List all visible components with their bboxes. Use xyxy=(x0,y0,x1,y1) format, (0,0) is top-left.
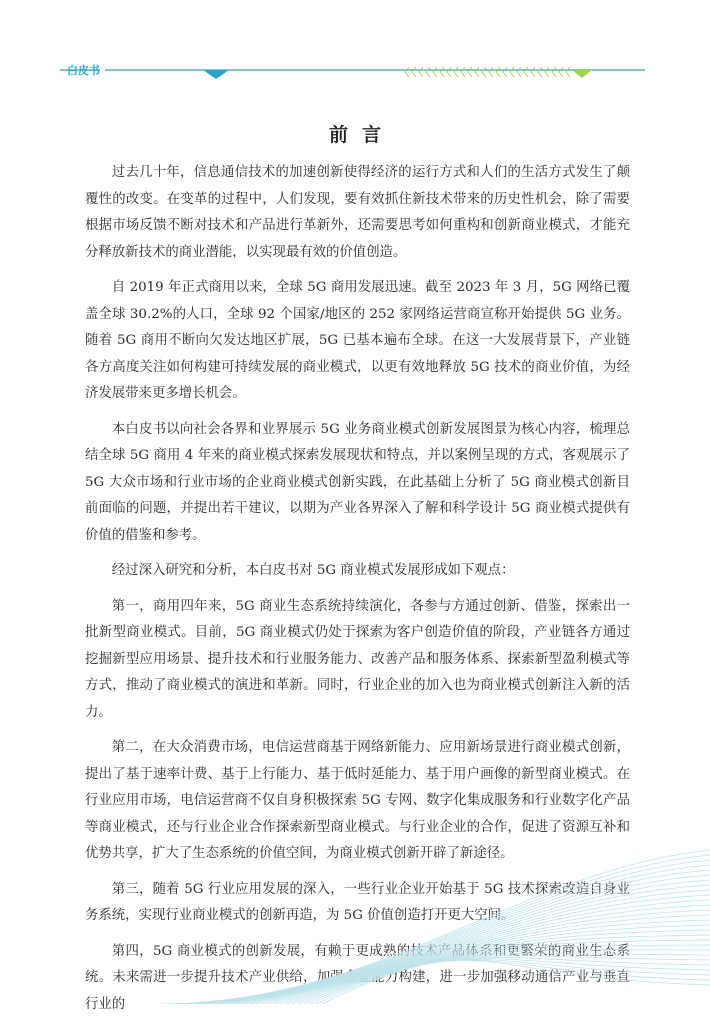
paragraph-5: 第一，商用四年来，5G 商业生态系统持续演化，各参与方通过创新、借鉴，探索出一批新型商业模式。目前，5G 商业模式仍处于探索为客户创造价值的阶段，产业链各方通过挖掘新型应用场景、提升技术和行业服务能力、改善产品和服务体系、探索新型盈利模式等方式，推动了商业模式的演进和革新。同时，行业企业的加入也为商业模式创新注入新的活力。 xyxy=(85,598,630,720)
paragraph-3: 本白皮书以向社会各界和业界展示 5G 业务商业模式创新发展图景为核心内容，梳理总结全球 5G 商用 4 年来的商业模式探索发展现状和特点，并以案例呈现的方式，客观展示了 5G 大众市场和行业市场的企业商业模式创新实践，在此基础上分析了 5G 商业模式创新目前面临的问题，并提出若干建议，以期为产业各界深入了解和科学设计 5G 商业模式提供有价值的借鉴和参考。 xyxy=(85,421,630,543)
paragraph-1: 过去几十年，信息通信技术的加速创新使得经济的运行方式和人们的生活方式发生了颠覆性的改变。在变革的过程中，人们发现，要有效抓住新技术带来的历史性机会，除了需要根据市场反馈不断对技术和产品进行革新外，还需要思考如何重构和创新商业模式，才能充分释放新技术的商业潜能，以实现最有效的价值创造。 xyxy=(85,165,630,260)
body-text xyxy=(85,160,630,1027)
paragraph-8: 第四，5G 商业模式的创新发展，有赖于更成熟的技术产品体系和更繁荣的商业生态系统。未来需进一步提升技术产业供给，加强企业能力构建，进一步加强移动通信产业与垂直行业的 xyxy=(85,943,630,1012)
paragraph-6: 第二，在大众消费市场，电信运营商基于网络新能力、应用新场景进行商业模式创新，提出了基于速率计费、基于上行能力、基于低时延能力、基于用户画像的新型商业模式。在行业应用市场，电信运营商不仅自身积极探索 5G 专网、数字化集成服务和行业数字化产品等商业模式，还与行业企业合作探索新型商业模式。与行业企业的合作，促进了资源互补和优势共享，扩大了生态系统的价值空间，为商业模式创新开辟了新途径。 xyxy=(85,740,630,861)
whitepaper-tag: 白皮书 xyxy=(67,64,100,77)
paragraph-4: 经过深入研究和分析，本白皮书对 5G 商业模式发展形成如下观点： xyxy=(111,563,515,578)
page-title: 前言 xyxy=(328,124,395,146)
header-decoration xyxy=(60,67,645,81)
paragraph-2: 自 2019 年正式商用以来，全球 5G 商用发展迅速。截至 2023 年 3 月，5G 网络已覆盖全球 30.2%的人口，全球 92 个国家/地区的 252 家网络运营商宣称开始提供 5G 业务。随着 5G 商用不断向欠发达地区扩展，5G 已基本遍布全球。在这一大发展背景下，产业链各方高度关注如何构建可持续发展的商业模式，以更有效地释放 5G 技术的商业价值，为经济发展带来更多增长机会。 xyxy=(85,280,630,401)
paragraph-7: 第三，随着 5G 行业应用发展的深入，一些行业企业开始基于 5G 技术探索改造自身业务系统，实现行业商业模式的创新再造，为 5G 价值创造打开更大空间。 xyxy=(85,881,630,923)
